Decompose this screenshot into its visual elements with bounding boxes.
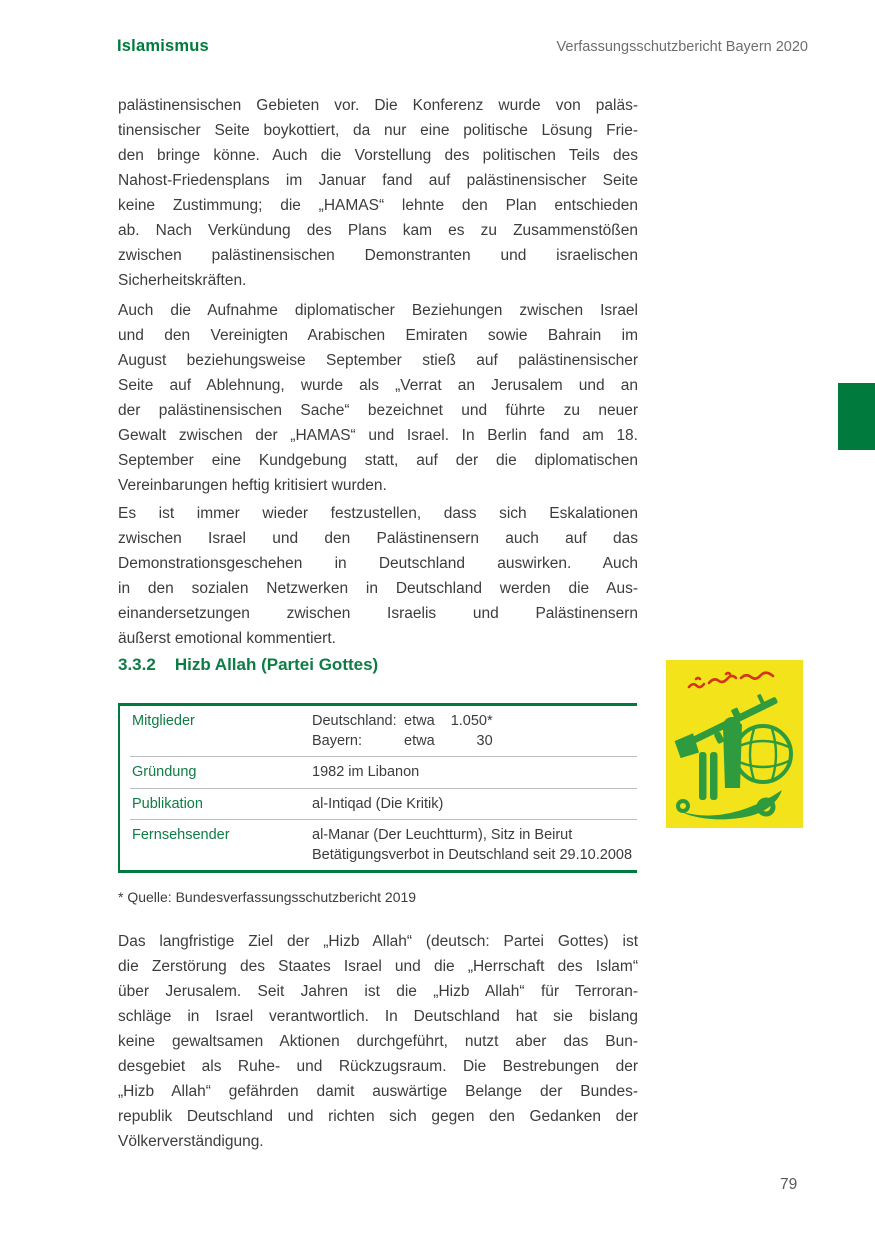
value-line: al-Manar (Der Leuchtturm), Sitz in Beirut — [312, 827, 573, 843]
row-value — [312, 826, 637, 865]
row-value: al-Intiqad (Die Kritik) — [312, 795, 444, 812]
footnote-source: * Quelle: Bundesverfassungsschutzbericht 2019 — [118, 889, 417, 905]
member-count-line — [312, 732, 637, 752]
row-label: Gründung — [132, 764, 197, 780]
text-line: Sicherheitskräften. — [118, 272, 247, 289]
text-line: palästinensischen Gebieten vor. Die Konferenz wurde von paläs- — [118, 97, 638, 114]
text-line: die Zerstörung des Staates Israel und die „Herrschaft des Islam“ — [118, 958, 638, 975]
member-number: 1.050* — [450, 713, 493, 729]
text-line: Auch die Aufnahme diplomatischer Beziehungen zwischen Israel — [118, 302, 638, 319]
text-line: einandersetzungen zwischen Israelis und Palästinensern — [118, 605, 638, 622]
section-number: 3.3.2 — [118, 655, 156, 674]
text-line: Nahost-Friedensplans im Januar fand auf palästinensischer Seite — [118, 172, 638, 189]
member-approx: etwa — [404, 713, 435, 729]
text-line: den bringe könne. Auch die Vorstellung des politischen Teils des — [118, 147, 638, 164]
text-line: desgebiet als Ruhe- und Rückzugsraum. Die Bestrebungen der — [118, 1058, 638, 1075]
text-line: Das langfristige Ziel der „Hizb Allah“ (deutsch: Partei Gottes) ist — [118, 933, 638, 950]
text-line: Es ist immer wieder festzustellen, dass sich Eskalationen — [118, 505, 638, 522]
text-line: ab. Nach Verkündung des Plans kam es zu Zusammenstößen — [118, 222, 638, 239]
text-line: über Jerusalem. Seit Jahren ist die „Hizb Allah“ für Terroran- — [118, 983, 638, 1000]
text-line: keine gewaltsamen Aktionen durchgeführt, nutzt aber das Bun- — [118, 1033, 638, 1050]
text-line: Völkerverständigung. — [118, 1133, 264, 1150]
text-line: Vereinbarungen heftig kritisiert wurden. — [118, 477, 387, 494]
text-line: Gewalt zwischen der „HAMAS“ und Israel. In Berlin fand am 18. — [118, 427, 638, 444]
row-value: 1982 im Libanon — [312, 764, 420, 780]
table-row-fernsehsender — [120, 820, 637, 870]
text-line: September eine Kundgebung statt, auf der die diplomatischen — [118, 452, 638, 469]
text-line: Demonstrationsgeschehen in Deutschland auswirken. Auch — [118, 555, 638, 572]
paragraph-diplomatic-relations — [118, 298, 638, 498]
table-row-publikation — [120, 789, 637, 820]
text-line: Seite auf Ablehnung, wurde als „Verrat an Jerusalem und an — [118, 377, 638, 394]
row-label: Fernsehsender — [132, 827, 230, 843]
member-approx: etwa — [404, 732, 435, 749]
text-line: in den sozialen Netzwerken in Deutschland werden die Aus- — [118, 580, 638, 597]
value-line: Betätigungsverbot in Deutschland seit 29.10.2008 — [312, 846, 633, 863]
page-number: 79 — [780, 1176, 798, 1193]
member-region: Bayern: — [312, 732, 362, 749]
text-line: zwischen Israel und den Palästinensern auch auf das — [118, 530, 638, 547]
row-label: Mitglieder — [132, 713, 195, 729]
hizb-allah-flag-image — [666, 660, 803, 828]
row-value — [312, 712, 637, 751]
paragraph-hizb-allah-goal — [118, 929, 638, 1154]
table-row-mitglieder — [120, 706, 637, 756]
section-heading — [118, 655, 378, 675]
paragraph-escalations — [118, 501, 638, 651]
infobox-table — [118, 703, 637, 873]
member-count-line — [312, 712, 637, 732]
member-number: 30 — [476, 732, 493, 749]
text-line: tinensischer Seite boykottiert, da nur eine politische Lösung Frie- — [118, 122, 638, 139]
header-report-title: Verfassungsschutzbericht Bayern 2020 — [556, 39, 808, 55]
text-line: August beziehungsweise September stieß auf palästinensischer — [118, 352, 638, 369]
chapter-tab-marker — [838, 383, 875, 450]
text-line: äußerst emotional kommentiert. — [118, 630, 336, 647]
text-line: schläge in Israel verantwortlich. In Deutschland hat sie bislang — [118, 1008, 638, 1025]
member-region: Deutschland: — [312, 713, 397, 729]
text-line: und den Vereinigten Arabischen Emiraten sowie Bahrain im — [118, 327, 638, 344]
text-line: keine Zustimmung; die „HAMAS“ lehnte den Plan entschieden — [118, 197, 638, 214]
section-title: Hizb Allah (Partei Gottes) — [174, 655, 379, 674]
row-label: Publikation — [132, 795, 203, 812]
text-line: zwischen palästinensischen Demonstranten und israelischen — [118, 247, 638, 264]
paragraph-hamas-conference — [118, 93, 638, 293]
header-section-title: Islamismus — [117, 37, 209, 55]
text-line: republik Deutschland und richten sich gegen den Gedanken der — [118, 1108, 638, 1125]
text-line: „Hizb Allah“ gefährden damit auswärtige Belange der Bundes- — [118, 1083, 638, 1100]
text-line: der palästinensischen Sache“ bezeichnet und führte zu neuer — [118, 402, 638, 419]
table-row-gruendung — [120, 757, 637, 788]
hizb-allah-flag-graphic — [666, 660, 803, 828]
